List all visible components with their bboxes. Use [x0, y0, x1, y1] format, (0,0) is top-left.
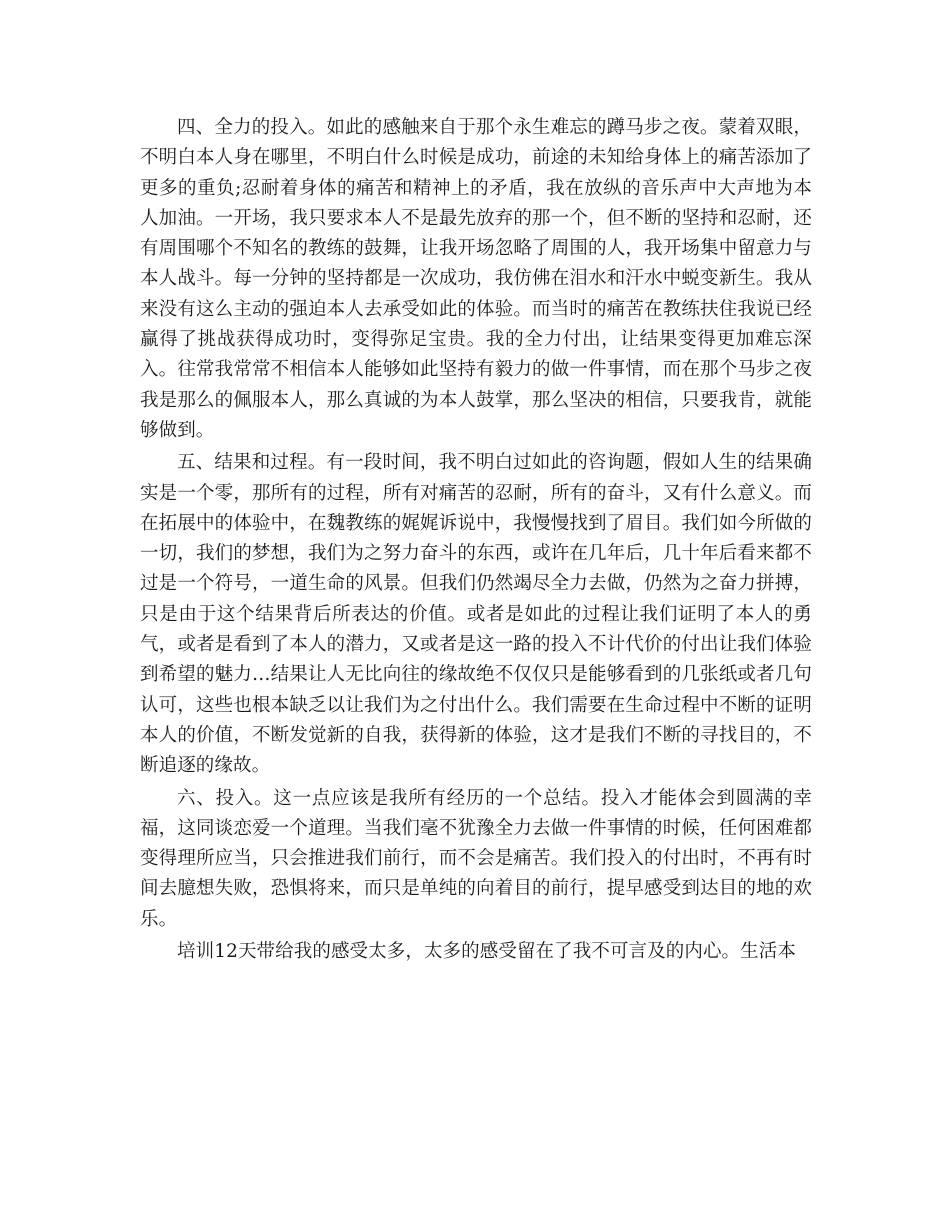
paragraph-result-and-process: 五、结果和过程。有一段时间，我不明白过如此的咨询题，假如人生的结果确实是一个零，那所有的过程，所有对痛苦的忍耐，所有的奋斗，又有什么意义。而在拓展中的体验中，在魏教练的娓娓诉说中，我慢慢找到了眉目。我们如今所做的一切，我们的梦想，我们为之努力奋斗的东西，或许在几年后，几十年后看来都不过是一个符号，一道生命的风景。但我们仍然竭尽全力去做，仍然为之奋力拼搏，只是由于这个结果背后所表达的价值。或者是如此的过程让我们证明了本人的勇气，或者是看到了本人的潜力，又或者是这一路的投入不计代价的付出让我们体验到希望的魅力…结果让人无比向往的缘故绝不仅仅只是能够看到的几张纸或者几句认可，这些也根本缺乏以让我们为之付出什么。我们需要在生命过程中不断的证明本人的价值，不断发觉新的自我，获得新的体验，这才是我们不断的寻找目的，不断追逐的缘故。 [140, 452, 812, 777]
paragraph-full-commitment: 四、全力的投入。如此的感触来自于那个永生难忘的蹲马步之夜。蒙着双眼，不明白本人身在哪里，不明白什么时候是成功，前途的未知给身体上的痛苦添加了更多的重负;忍耐着身体的痛苦和精神上的矛盾，我在放纵的音乐声中大声地为本人加油。一开场，我只要求本人不是最先放弃的那一个，但不断的坚持和忍耐，还有周围哪个不知名的教练的鼓舞，让我开场忽略了周围的人，我开场集中留意力与本人战斗。每一分钟的坚持都是一次成功，我仿佛在泪水和汗水中蜕变新生。我从来没有这么主动的强迫本人去承受如此的体验。而当时的痛苦在教练扶住我说已经赢得了挑战获得成功时，变得弥足宝贵。我的全力付出，让结果变得更加难忘深入。往常我常常不相信本人能够如此坚持有毅力的做一件事情，而在那个马步之夜我是那么的佩服本人，那么真诚的为本人鼓掌，那么坚决的相信，只要我肯，就能够做到。 [140, 117, 812, 441]
paragraph-training-summary: 培训12天带给我的感受太多，太多的感受留在了我不可言及的内心。生活本 [177, 941, 796, 963]
document-body [140, 113, 812, 967]
paragraph-devotion: 六、投入。这一点应该是我所有经历的一个总结。投入才能体会到圆满的幸福，这同谈恋爱一个道理。当我们毫不犹豫全力去做一件事情的时候，任何困难都变得理所应当，只会推进我们前行，而不会是痛苦。我们投入的付出时，不再有时间去臆想失败，恐惧将来，而只是单纯的向着目的前行，提早感受到达目的地的欢乐。 [140, 787, 812, 930]
